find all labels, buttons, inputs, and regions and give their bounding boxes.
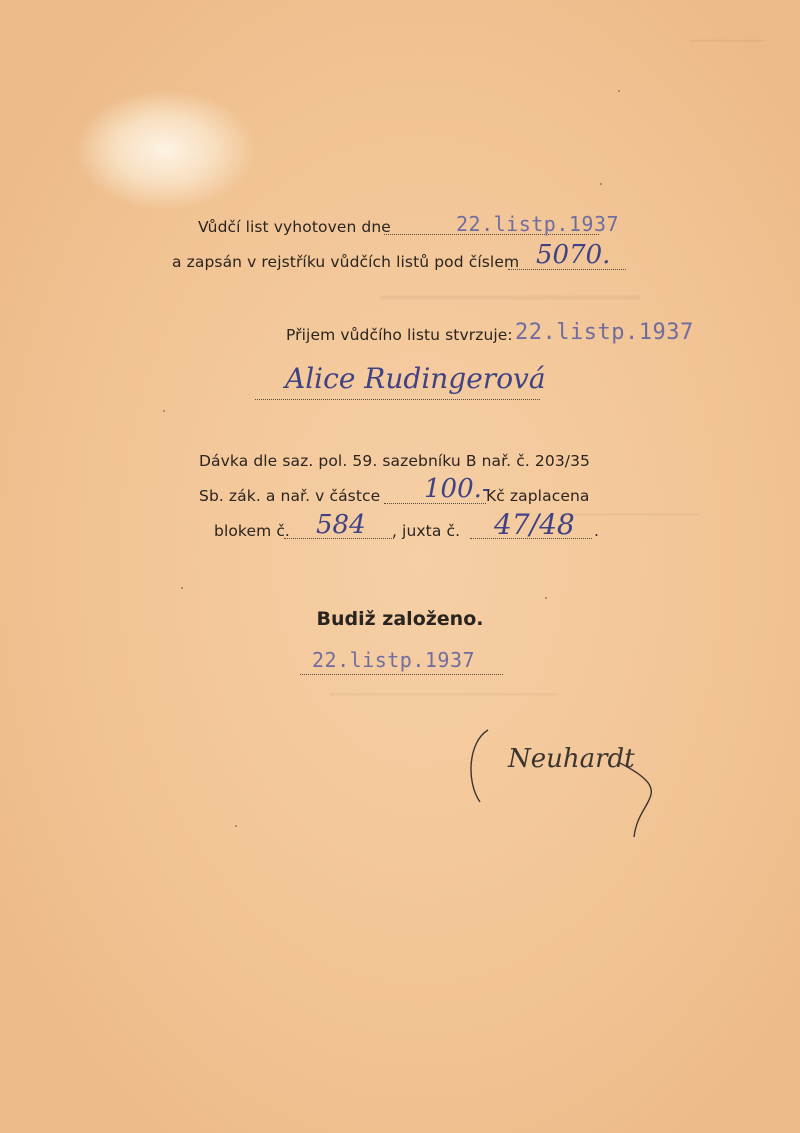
receipt-label: Přijem vůdčího listu stvrzuje: [286,326,513,344]
fee-line-1: Dávka dle saz. pol. 59. sazebníku B nař. č. 203/35 [199,452,591,470]
speck [163,410,165,412]
fee-line-2-prefix: Sb. zák. a nař. v částce [199,487,381,505]
register-number-handwritten: 5070. [536,240,611,270]
bleed-through: ▁▁▁▁▁▁▁▁▁▁▁▁▁▁▁▁▁▁▁▁▁ [330,680,557,696]
issued-date-stamp: 22.listp.1937 [456,212,620,236]
speck [618,90,620,92]
fee-line-3-middle: , juxta č. [392,522,461,540]
amount-handwritten: 100.- [424,474,491,504]
official-signature-flourish [458,722,668,842]
block-number-handwritten: 584 [316,510,366,540]
bleed-through: ▁▁▁▁▁▁▁▁▁▁▁▁▁ [380,270,640,300]
decision-dotted-line [300,674,503,675]
registered-label: a zapsán v rejstříku vůdčích listů pod číslem [172,253,520,271]
bleed-through: ▔▔▔▔▔▔▔▔ [690,40,764,54]
speck [545,597,547,599]
fee-line-3-prefix: blokem č. [214,522,290,540]
speck [600,183,602,185]
receipt-date-stamp: 22.listp.1937 [515,320,694,345]
fee-line-2-suffix: Kč zaplacena [486,487,590,505]
issued-label: Vůdčí list vyhotoven dne [198,218,391,236]
signature-dotted-line [255,399,540,400]
juxta-number-handwritten: 47/48 [494,508,575,541]
official-signature: Neuhardt [508,744,635,774]
decision-heading: Budiž založeno. [316,608,484,630]
speck [181,587,183,589]
decision-date-stamp: 22.listp.1937 [312,648,476,672]
fee-line-3-end: . [594,522,600,540]
recipient-signature: Alice Rudingerová [285,362,546,395]
speck [235,825,237,827]
bleed-through: ▁▁▁▁▁▁▁▁▁▁▁▁▁ [560,500,700,516]
